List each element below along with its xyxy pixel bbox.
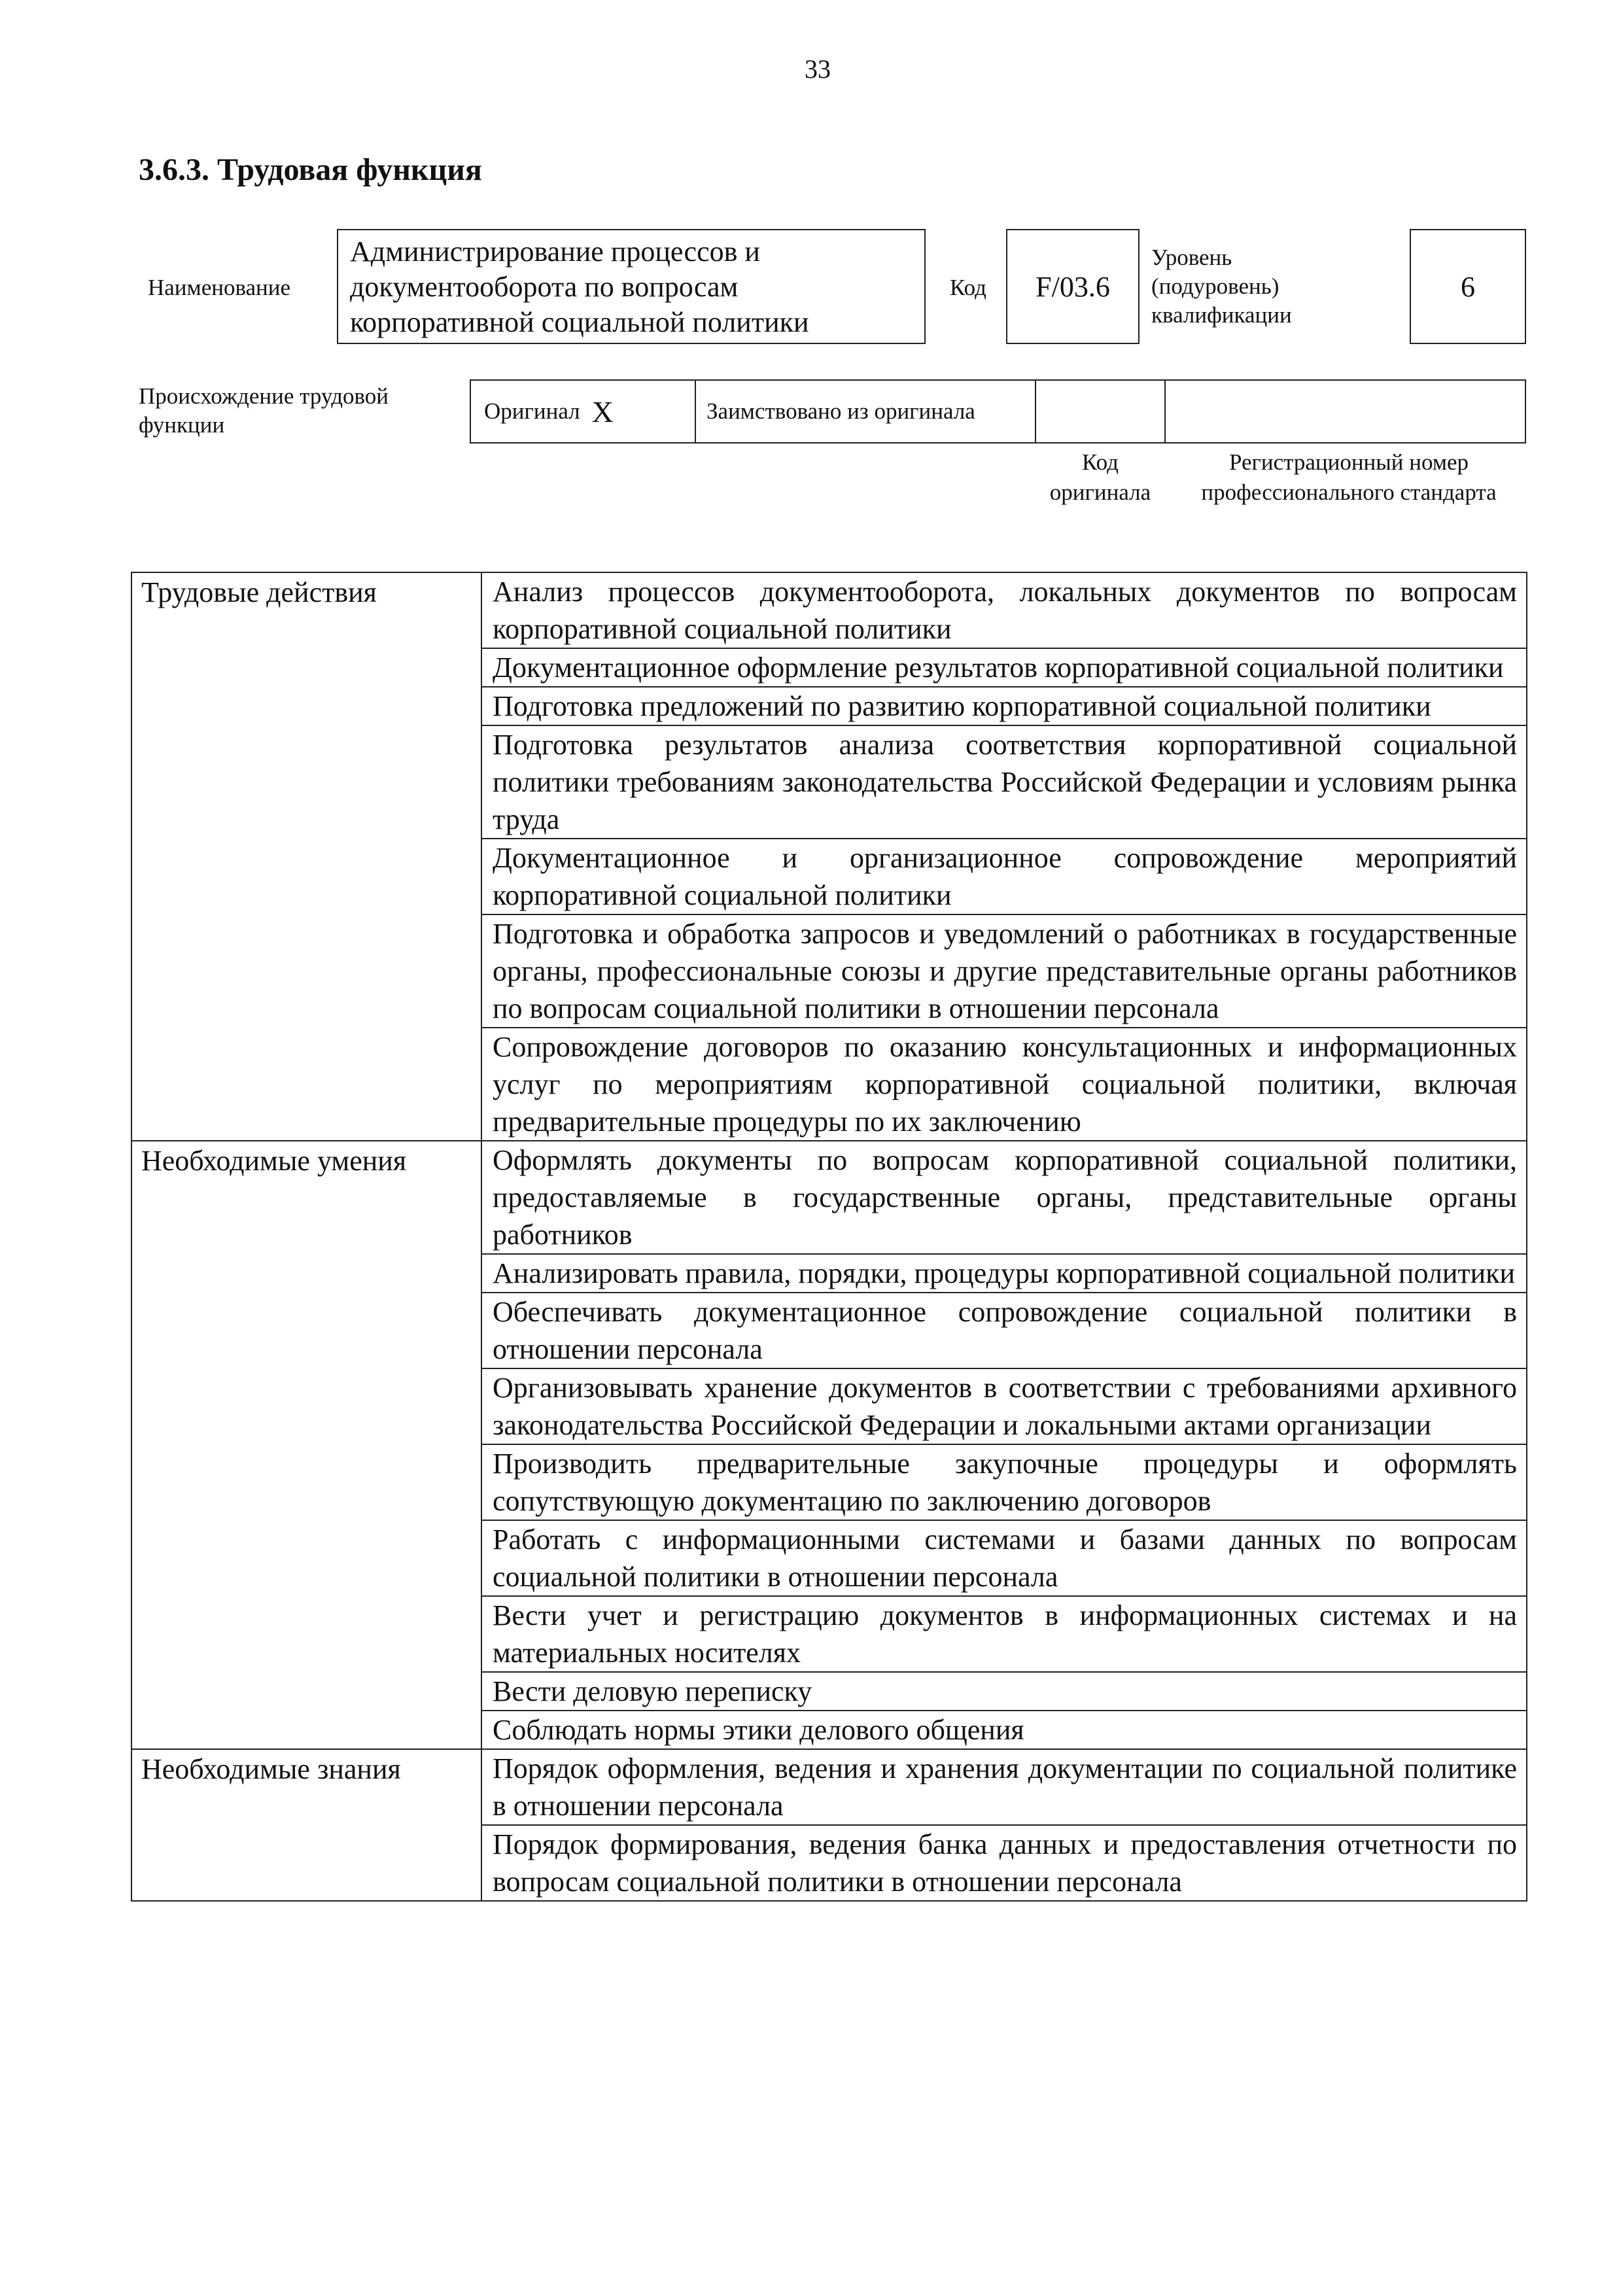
function-code-box: F/03.6: [1006, 229, 1140, 344]
origin-label-line: Происхождение трудовой: [139, 383, 389, 409]
origin-label: [139, 382, 389, 440]
caption-line: Регистрационный номер: [1228, 449, 1469, 475]
section-title-labor-actions: Трудовые действия: [131, 572, 481, 1141]
function-details-table: [131, 572, 1527, 1902]
required-skill-item: Оформлять документы по вопросам корпоративной социальной политики, предоставляемые в государственные органы, представительные органы работников: [481, 1141, 1527, 1254]
table-row: [131, 572, 1527, 648]
name-label: Наименование: [148, 275, 291, 300]
labor-action-item: Подготовка предложений по развитию корпоративной социальной политики: [481, 687, 1527, 725]
table-row: [131, 1749, 1527, 1825]
labor-action-item: Подготовка результатов анализа соответствия корпоративной социальной политики требованиям законодательства Российской Федерации и условиям рынка труда: [481, 725, 1527, 839]
origin-divider: [695, 381, 696, 442]
level-label-line: Уровень: [1151, 245, 1232, 270]
section-title-required-skills: Необходимые умения: [131, 1141, 481, 1749]
labor-action-item: Документационное и организационное сопровождение мероприятий корпоративной социальной политики: [481, 839, 1527, 914]
required-skill-item: Анализировать правила, порядки, процедуры корпоративной социальной политики: [481, 1254, 1527, 1293]
level-label-line: (подуровень): [1151, 273, 1280, 299]
labor-action-item: Анализ процессов документооборота, локальных документов по вопросам корпоративной социальной политики: [481, 572, 1527, 648]
registration-number-cell: [1166, 381, 1524, 442]
required-skill-item: Организовывать хранение документов в соответствии с требованиями архивного законодательства Российской Федерации и локальными актами организации: [481, 1368, 1527, 1444]
labor-action-item: Подготовка и обработка запросов и уведомлений о работниках в государственные органы, профессиональные союзы и другие представительные органы работников по вопросам социальной политики в отношении персонала: [481, 914, 1527, 1028]
original-cell: [484, 381, 680, 442]
labor-action-item: Сопровождение договоров по оказанию консультационных и информационных услуг по мероприятиям корпоративной социальной политики, включая предварительные процедуры по их заключению: [481, 1028, 1527, 1141]
page-number: 33: [805, 54, 831, 84]
section-title: 3.6.3. Трудовая функция: [139, 152, 482, 187]
required-skill-item: Обеспечивать документационное сопровождение социальной политики в отношении персонала: [481, 1293, 1527, 1368]
required-skill-item: Вести деловую переписку: [481, 1672, 1527, 1711]
caption-line: оригинала: [1049, 479, 1151, 505]
caption-line: Код: [1082, 449, 1119, 475]
required-knowledge-item: Порядок формирования, ведения банка данных и предоставления отчетности по вопросам социальной политики в отношении персонала: [481, 1825, 1527, 1901]
function-name-box: Администрирование процессов и документооборота по вопросам корпоративной социальной политики: [337, 229, 926, 344]
code-label: Код: [950, 275, 986, 300]
required-skill-item: Соблюдать нормы этики делового общения: [481, 1711, 1527, 1749]
level-label-line: квалификации: [1151, 302, 1292, 328]
origin-label-line: функции: [139, 412, 225, 438]
section-title-required-knowledge: Необходимые знания: [131, 1749, 481, 1901]
required-skill-item: Вести учет и регистрацию документов в информационных системах и на материальных носителях: [481, 1596, 1527, 1672]
original-mark: X: [591, 394, 614, 428]
registration-number-caption: [1166, 447, 1532, 508]
required-skill-item: Работать с информационными системами и базами данных по вопросам социальной политики в отношении персонала: [481, 1520, 1527, 1596]
qualification-level-box: 6: [1410, 229, 1526, 344]
table-row: [131, 1141, 1527, 1254]
required-knowledge-item: Порядок оформления, ведения и хранения документации по социальной политике в отношении персонала: [481, 1749, 1527, 1825]
labor-action-item: Документационное оформление результатов корпоративной социальной политики: [481, 648, 1527, 687]
original-code-caption: [1035, 447, 1166, 508]
borrowed-label: Заимствовано из оригинала: [706, 398, 975, 424]
original-label: Оригинал: [484, 398, 580, 424]
original-code-cell: [1036, 381, 1164, 442]
qualification-level-label: [1151, 243, 1292, 330]
caption-line: профессионального стандарта: [1201, 479, 1497, 505]
required-skill-item: Производить предварительные закупочные процедуры и оформлять сопутствующую документацию по заключению договоров: [481, 1444, 1527, 1520]
origin-box: [470, 379, 1526, 444]
